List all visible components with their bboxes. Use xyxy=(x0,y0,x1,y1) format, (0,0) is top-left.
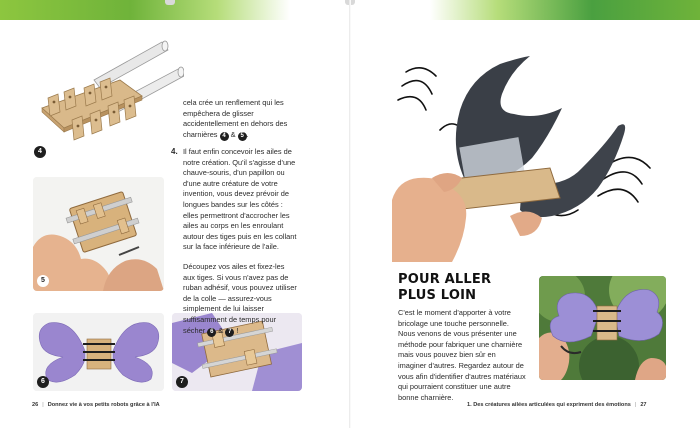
chapter-title: 1. Des créatures ailées articulées qui expriment des émotions xyxy=(467,402,631,408)
ampersand: & xyxy=(218,325,224,335)
page-tab-left xyxy=(165,0,175,5)
hinge-diagram-icon xyxy=(34,40,184,160)
figure-ref: 6 xyxy=(207,328,216,337)
footer-separator: | xyxy=(634,402,637,408)
figure-badge: 7 xyxy=(176,376,188,388)
step-4-paragraph-1: Il faut enfin concevoir les ailes de notre création. Qu'il s'agisse d'une chauve-souris, d'un papillon ou d'une autre créature de votre invention, vous devez prévoir de longues bandes sur les côtés : elles permettront d'accrocher les ailes au corps en les enroulant autour des tiges puis en les collant sur la face inférieure de l'aile. xyxy=(183,147,297,252)
figure-4-hinge-illustration xyxy=(34,40,184,160)
main-photo-dark-wings xyxy=(392,50,654,262)
figure-ref: 4 xyxy=(220,132,229,141)
step-number: 4. xyxy=(171,147,178,156)
continuation-text: cela crée un renflement qui les empêchera de glisser accidentellement en dehors des charnières xyxy=(183,98,288,139)
purple-bat-wings-photo xyxy=(539,276,666,380)
figure-badge: 5 xyxy=(37,275,49,287)
book-title: Donnez vie à vos petits robots grâce à l'IA xyxy=(47,402,160,408)
further-body-text: C'est le moment d'apporter à votre bricolage une touche personnelle. Nous venons de vous présenter une méthode pour fabriquer une charnière mais vous pouvez bien sûr en imaginer d'autres. Regardez autour de vous afin d'identifier d'autres matériaux qui pourraient constituer une autre bonne charnière. xyxy=(398,308,526,402)
purple-wings-photo xyxy=(33,313,164,391)
figure-5-photo xyxy=(33,177,164,291)
heading-line-1: POUR ALLER xyxy=(398,272,492,287)
ampersand: & xyxy=(230,129,236,139)
heading-line-2: PLUS LOIN xyxy=(398,288,477,303)
figure-badge: 6 xyxy=(37,376,49,388)
figure-ref: 7 xyxy=(225,328,234,337)
section-heading xyxy=(398,272,491,304)
continuation-paragraph xyxy=(183,98,293,141)
period: . xyxy=(246,129,249,139)
top-banner-left xyxy=(0,0,290,20)
hands-with-hinge-photo xyxy=(33,177,164,291)
page-number: 27 xyxy=(640,402,647,408)
top-banner-right xyxy=(430,0,700,20)
step-4-paragraph-2-text: Découpez vos ailes et fixez-les aux tiges. Si vous n'avez pas de ruban adhésif, vous pouvez utiliser de la colle — assurez-vous simplement de lui laisser suffisamment de temps pour sécher xyxy=(183,261,297,335)
figure-6-photo xyxy=(33,313,164,391)
step-4-paragraph-2 xyxy=(183,262,297,337)
figure-ref: 5 xyxy=(238,132,247,141)
right-footer xyxy=(467,402,647,408)
exclamation: ! xyxy=(236,325,239,335)
footer-separator: | xyxy=(42,402,44,408)
page-gutter xyxy=(349,0,351,428)
figure-badge: 4 xyxy=(34,146,46,158)
outdoor-wings-photo xyxy=(539,276,666,380)
page-number: 26 xyxy=(32,402,39,408)
step-4-text xyxy=(183,147,297,346)
left-footer xyxy=(32,402,160,408)
dark-wings-photo xyxy=(392,50,654,262)
